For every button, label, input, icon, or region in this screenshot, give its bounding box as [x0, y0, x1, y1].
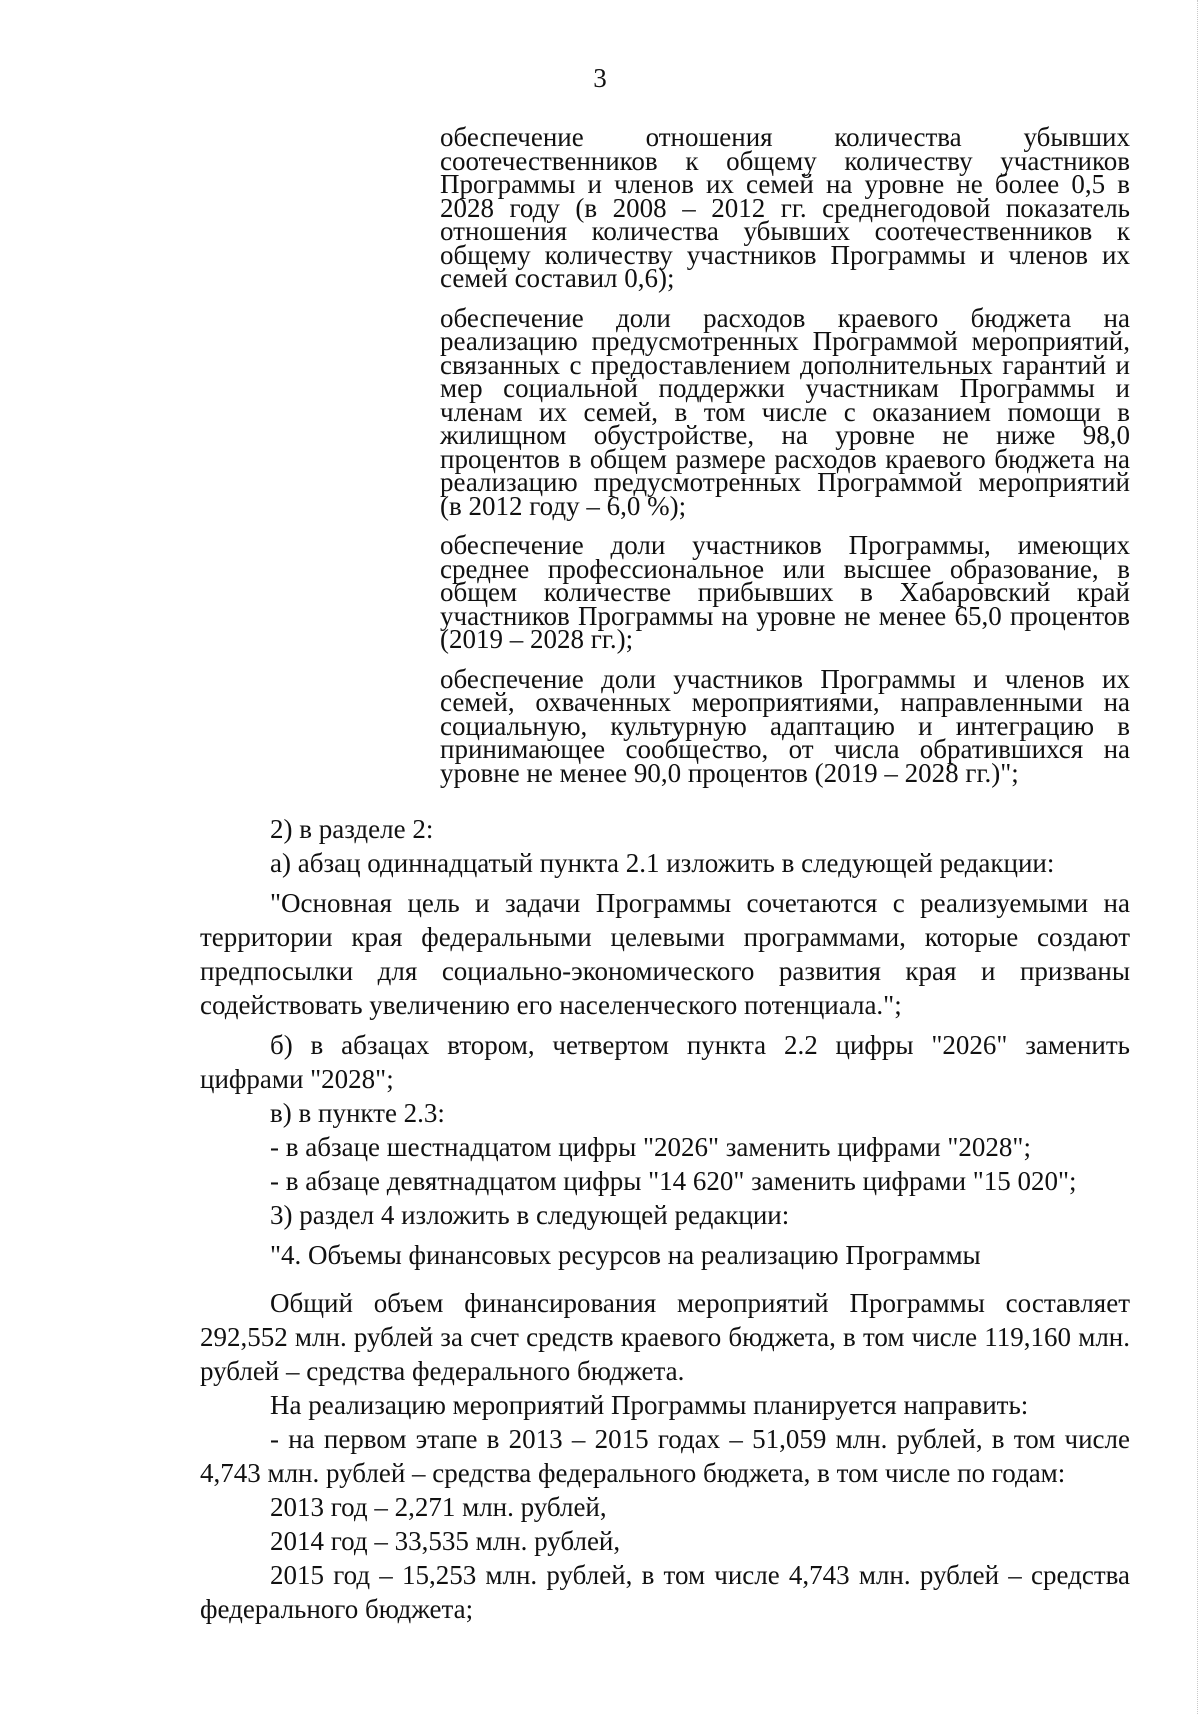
- main-text: [200, 812, 1130, 1626]
- scan-edge-mark: [1187, 0, 1198, 1714]
- paragraph: в) в пункте 2.3:: [270, 1098, 445, 1128]
- page-number: 3: [593, 63, 607, 93]
- paragraph: 3) раздел 4 изложить в следующей редакции:: [270, 1200, 790, 1230]
- paragraph: 2014 год – 33,535 млн. рублей,: [270, 1526, 621, 1556]
- paragraph: 2013 год – 2,271 млн. рублей,: [270, 1492, 607, 1522]
- paragraph: Общий объем финансирования мероприятий Программы составляет 292,552 млн. рублей за счет средств краевого бюджета, в том числе 119,160 млн. рублей – средства федерального бюджета.: [200, 1288, 1130, 1386]
- paragraph: 2015 год – 15,253 млн. рублей, в том числе 4,743 млн. рублей – средства федерального бюджета;: [200, 1560, 1130, 1624]
- paragraph: "Основная цель и задачи Программы сочетаются с реализуемыми на территории края федеральными целевыми программами, которые создают предпосылки для социально-экономического развития края и призваны содействовать увеличению его населенческого потенциала.";: [200, 888, 1130, 1020]
- paragraph: - в абзаце шестнадцатом цифры "2026" заменить цифрами "2028";: [270, 1132, 1031, 1162]
- paragraph: а) абзац одиннадцатый пункта 2.1 изложить в следующей редакции:: [270, 848, 1055, 878]
- paragraph: - в абзаце девятнадцатом цифры "14 620" заменить цифрами "15 020";: [270, 1166, 1077, 1196]
- section-heading: "4. Объемы финансовых ресурсов на реализацию Программы: [270, 1240, 981, 1270]
- paragraph: На реализацию мероприятий Программы планируется направить:: [270, 1390, 1029, 1420]
- indicator-item: обеспечение доли участников Программы, имеющих среднее профессиональное или высшее образование, в общем количестве прибывших в Хабаровский край участников Программы на уровне не менее 65,0 процентов (2019 – 2028 гг.);: [440, 530, 1130, 654]
- paragraph: 2) в разделе 2:: [270, 814, 434, 844]
- paragraph: б) в абзацах втором, четвертом пункта 2.2 цифры "2026" заменить цифрами "2028";: [200, 1030, 1130, 1094]
- paragraph: - на первом этапе в 2013 – 2015 годах – 51,059 млн. рублей, в том числе 4,743 млн. рублей – средства федерального бюджета, в том числе по годам:: [200, 1424, 1130, 1488]
- indicators-block: [440, 122, 1130, 801]
- indicator-item: обеспечение отношения количества убывших соотечественников к общему количеству участников Программы и членов их семей на уровне не более 0,5 в 2028 году (в 2008 – 2012 гг. среднегодовой показатель отношения количества убывших соотечественников к общему количеству участников Программы и членов их семей составил 0,6);: [440, 122, 1130, 293]
- indicator-item: обеспечение доли участников Программы и членов их семей, охваченных мероприятиями, направленными на социальную, культурную адаптацию и интеграцию в принимающее сообщество, от числа обратившихся на уровне не менее 90,0 процентов (2019 – 2028 гг.)";: [440, 663, 1130, 788]
- indicator-item: обеспечение доли расходов краевого бюджета на реализацию предусмотренных Программой мероприятий, связанных с предоставлением дополнительных гарантий и мер социальной поддержки участникам Программы и членам их семей, в том числе с оказанием помощи в жилищном обустройстве, на уровне не ниже 98,0 процентов в общем размере расходов краевого бюджета на реализацию предусмотренных Программой мероприятий (в 2012 году – 6,0 %);: [440, 302, 1130, 521]
